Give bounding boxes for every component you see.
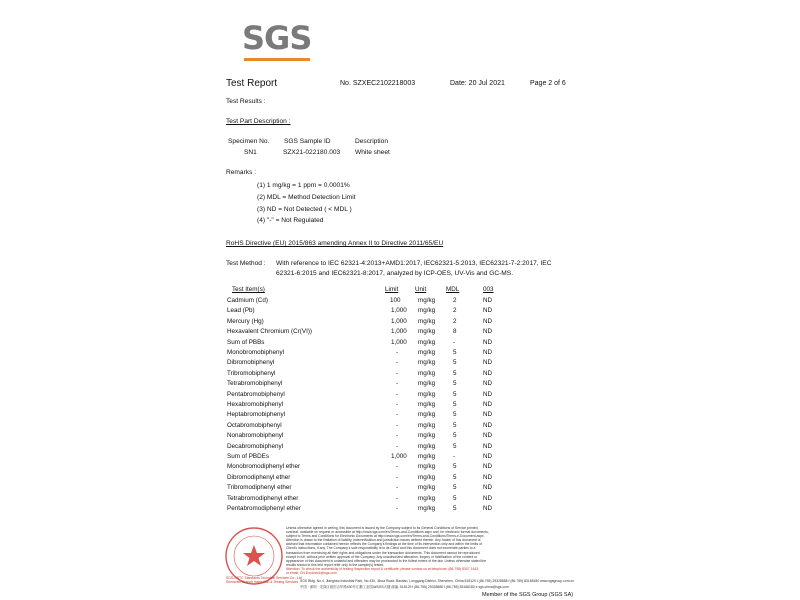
disclaimer-line: overleaf, available on request or accessible at http://www.sgs.com/en/Terms-and-Conditions.aspx and, for electronic format documents, — [286, 530, 489, 535]
cell-mdl: 5 — [453, 421, 457, 429]
header-unit: Unit — [415, 286, 427, 293]
cell-result: ND — [483, 349, 493, 356]
cell-unit: mg/kg — [418, 390, 436, 398]
cell-test-item: Nonabromobiphenyl — [227, 432, 284, 440]
cell-unit: mg/kg — [418, 297, 436, 304]
cell-limit: 100 — [390, 297, 401, 304]
cell-result: ND — [483, 328, 493, 336]
cell-limit: - — [396, 505, 399, 512]
cell-limit: - — [396, 380, 399, 388]
seal-caption-line: SGS-CSTC Standards Technical Services Co., Ltd. — [226, 576, 303, 580]
cell-mdl: 5 — [453, 380, 457, 388]
footer-disclaimer — [286, 526, 489, 575]
remark-item: (1) 1 mg/kg = 1 ppm = 0.0001% — [257, 182, 350, 189]
cell-limit: - — [396, 369, 399, 377]
cell-limit: 1,000 — [391, 307, 407, 315]
cell-unit: mg/kg — [418, 369, 436, 377]
test-results-label: Test Results : — [226, 98, 266, 105]
disclaimer-line: Attention is drawn to the limitation of liability, indemnification and jurisdiction issues defined therein. Any holder of this document is — [286, 538, 481, 543]
cell-limit: - — [396, 349, 399, 356]
cell-result: ND — [483, 297, 493, 304]
cell-unit: mg/kg — [418, 473, 436, 481]
cell-unit: mg/kg — [418, 380, 436, 388]
cell-limit: 1,000 — [391, 317, 407, 325]
cell-unit: mg/kg — [418, 432, 436, 440]
report-title: Test Report — [226, 78, 278, 89]
cell-limit: 1,000 — [391, 453, 407, 460]
cell-result: ND — [483, 317, 493, 325]
cell-test-item: Sum of PBDEs — [227, 453, 269, 460]
cell-result: ND — [483, 369, 493, 377]
cell-mdl: 5 — [453, 359, 457, 367]
cell-limit: - — [396, 401, 399, 408]
table-header-row — [0, 286, 800, 296]
cell-unit: mg/kg — [418, 484, 436, 492]
part-description-label: Test Part Description : — [226, 118, 291, 125]
table-row — [0, 391, 800, 401]
specimen-header-desc: Description — [355, 138, 388, 145]
table-row — [0, 318, 800, 328]
remark-item: (4) "-" = Not Regulated — [257, 217, 324, 224]
cell-limit: - — [396, 432, 399, 440]
cell-test-item: Dibromodiphenyl ether — [227, 473, 291, 481]
cell-unit: mg/kg — [418, 349, 436, 356]
cell-result: ND — [483, 505, 493, 512]
table-row — [0, 359, 800, 369]
test-method-label: Test Method : — [226, 260, 266, 267]
cell-result: ND — [483, 401, 493, 408]
cell-limit: 1,000 — [391, 338, 407, 346]
cell-result: ND — [483, 421, 493, 429]
cell-result: ND — [483, 463, 493, 471]
cell-limit: 1,000 — [391, 328, 407, 336]
cell-limit: - — [396, 442, 399, 450]
results-table — [0, 286, 800, 518]
table-row — [0, 370, 800, 380]
cell-limit: - — [396, 390, 399, 398]
header-limit: Limit — [385, 286, 399, 293]
table-row — [0, 339, 800, 349]
cell-result: ND — [483, 411, 493, 419]
header-sample-003: 003 — [483, 286, 494, 293]
sgs-group-member: Member of the SGS Group (SGS SA) — [482, 592, 574, 598]
disclaimer-line: Unless otherwise agreed in writing, this document is issued by the Company subject to its General Conditions of Service printed — [286, 526, 478, 530]
table-row — [0, 474, 800, 484]
specimen-header-id: SGS Sample ID — [284, 138, 331, 145]
cell-test-item: Tribromobiphenyl — [227, 369, 276, 377]
cell-result: ND — [483, 390, 493, 398]
cell-result: ND — [483, 442, 493, 450]
cell-result: ND — [483, 453, 493, 460]
cell-result: ND — [483, 380, 493, 388]
cell-result: ND — [483, 473, 493, 481]
cell-unit: mg/kg — [418, 421, 436, 429]
page-number: Page 2 of 6 — [530, 80, 566, 87]
table-row — [0, 453, 800, 463]
cell-mdl: 2 — [453, 317, 457, 325]
disclaimer-line: results shown in this test report refer only to the sample(s) tested. — [286, 562, 385, 567]
cell-mdl: 5 — [453, 432, 457, 440]
directive-title: RoHS Directive (EU) 2015/863 amending Annex II to Directive 2011/65/EU — [226, 240, 444, 247]
cell-unit: mg/kg — [418, 328, 436, 336]
cell-test-item: Monobromodiphenyl ether — [227, 463, 301, 471]
sample-id: SZX21-022180.003 — [283, 149, 341, 156]
seal-caption — [226, 576, 303, 584]
cell-test-item: Tetrabromobiphenyl — [227, 380, 283, 388]
remarks-label: Remarks : — [226, 169, 257, 176]
cell-unit: mg/kg — [418, 359, 436, 367]
table-row — [0, 495, 800, 505]
logo-underline — [244, 58, 310, 61]
footer-address-en: SGS Bldg. No.4, Jianghao Industrial Park, No.430, Jihua Road, Bantian, Longgang District, Shenzhen, China 518129 t (86-755) 25328888 f (86-755) 83168180 www.sgsgroup.com.cn — [300, 579, 575, 583]
table-row — [0, 422, 800, 432]
header-mdl: MDL — [446, 286, 460, 293]
report-number: No. SZXEC2102218003 — [340, 80, 416, 87]
cell-mdl: - — [453, 453, 456, 460]
disclaimer-line: subject to Terms and Conditions for Electronic Documents at http://www.sgs.com/en/Terms-and-Conditions/Terms-e-Document.aspx. — [286, 534, 485, 539]
cell-mdl: 5 — [453, 505, 457, 512]
cell-test-item: Lead (Pb) — [227, 307, 255, 315]
cell-mdl: 5 — [453, 473, 457, 481]
cell-limit: - — [396, 494, 399, 502]
cell-result: ND — [483, 494, 493, 502]
disclaimer-line: Client's instructions, if any. The Company's sole responsibility is to its Client and this document does not exonerate parties to a — [286, 546, 476, 551]
cell-mdl: 5 — [453, 411, 457, 419]
cell-result: ND — [483, 338, 493, 346]
footer-address-cn: 中国 · 深圳 · 龙岗区坂田吉华路430号江灏工业园4#SGS大楼 邮编: 518129 t (86-755) 25328888 f (86-755) 83168180 e sgs.china@sgs.com — [300, 585, 509, 589]
cell-test-item: Pentabromobiphenyl — [227, 390, 285, 398]
cell-mdl: - — [453, 338, 456, 346]
cell-test-item: Dibromobiphenyl — [227, 359, 275, 367]
test-method-line2: 62321-6:2015 and IEC62321-8:2017, analyzed by ICP-OES, UV-Vis and GC-MS. — [276, 270, 514, 277]
cell-limit: - — [396, 359, 399, 367]
cell-limit: - — [396, 421, 399, 429]
disclaimer-line: appearance of this document is unlawful and offenders may be prosecuted to the fullest extent of the law. Unless otherwise stated the — [286, 558, 487, 563]
cell-mdl: 5 — [453, 349, 457, 356]
authenticity-notice: Attention: To check the authenticity of testing /inspection report & certificate, please contact us at telephone: (86-755) 8307 1443, — [286, 566, 480, 571]
table-row — [0, 401, 800, 411]
specimen-header-no: Specimen No. — [228, 138, 270, 145]
cell-mdl: 5 — [453, 390, 457, 398]
cell-unit: mg/kg — [418, 463, 436, 471]
disclaimer-line: transaction from exercising all their rights and obligations under the transaction documents. This document cannot be reproduced — [286, 550, 480, 555]
cell-limit: - — [396, 463, 399, 471]
cell-mdl: 5 — [453, 369, 457, 377]
table-row — [0, 380, 800, 390]
cell-unit: mg/kg — [418, 401, 436, 408]
cell-test-item: Monobromobiphenyl — [227, 349, 285, 356]
cell-unit: mg/kg — [418, 453, 436, 460]
cell-mdl: 5 — [453, 494, 457, 502]
cell-unit: mg/kg — [418, 505, 436, 512]
cell-test-item: Hexabromobiphenyl — [227, 401, 284, 408]
cell-test-item: Mercury (Hg) — [227, 317, 264, 325]
cell-mdl: 5 — [453, 484, 457, 492]
cell-unit: mg/kg — [418, 338, 436, 346]
cell-test-item: Pentabromodiphenyl ether — [227, 505, 301, 512]
cell-test-item: Hexavalent Chromium (Cr(VI)) — [227, 328, 313, 336]
disclaimer-line: except in full, without prior written approval of the Company. Any unauthorized alteration, forgery or falsification of the content or — [286, 554, 478, 559]
disclaimer-line: advised that information contained hereon reflects the Company's findings at the time of its intervention only and within the limits of — [286, 542, 482, 547]
table-row — [0, 307, 800, 317]
sgs-logo — [242, 20, 312, 62]
cell-limit: - — [396, 411, 399, 419]
cell-test-item: Cadmium (Cd) — [227, 297, 268, 304]
cell-result: ND — [483, 484, 493, 492]
test-method-line1: With reference to IEC 62321-4:2013+AMD1:2017, IEC62321-5:2013, IEC62321-7-2:2017, IEC — [276, 260, 552, 267]
table-row — [0, 505, 800, 515]
cell-mdl: 5 — [453, 401, 457, 408]
seal-caption-line: Shenzhen Branch Inspection & Testing Services — [226, 580, 299, 585]
table-row — [0, 484, 800, 494]
cell-result: ND — [483, 432, 493, 440]
cell-unit: mg/kg — [418, 494, 436, 502]
header-test-item: Test Item(s) — [232, 286, 265, 293]
report-date: Date: 20 Jul 2021 — [450, 80, 505, 87]
table-row — [0, 443, 800, 453]
cell-unit: mg/kg — [418, 307, 436, 315]
cell-mdl: 5 — [453, 442, 457, 450]
remark-item: (2) MDL = Method Detection Limit — [257, 194, 356, 201]
cell-limit: - — [396, 473, 399, 481]
cell-test-item: Tribromodiphenyl ether — [227, 484, 292, 492]
table-row — [0, 328, 800, 338]
table-row — [0, 463, 800, 473]
logo-text: SGS — [242, 19, 312, 57]
table-row — [0, 432, 800, 442]
cell-mdl: 8 — [453, 328, 457, 336]
table-row — [0, 297, 800, 307]
table-row — [0, 349, 800, 359]
sample-description: White sheet — [355, 149, 390, 156]
cell-result: ND — [483, 307, 493, 315]
cell-result: ND — [483, 359, 493, 367]
cell-test-item: Sum of PBBs — [227, 338, 265, 346]
cell-mdl: 5 — [453, 463, 457, 471]
cell-test-item: Decabromobiphenyl — [227, 442, 284, 450]
cell-mdl: 2 — [453, 307, 457, 315]
cell-unit: mg/kg — [418, 317, 436, 325]
remark-item: (3) ND = Not Detected ( < MDL ) — [257, 206, 352, 213]
table-row — [0, 411, 800, 421]
cell-test-item: Heptabromobiphenyl — [227, 411, 286, 419]
authenticity-email: or email: CN.Doccheck@sgs.com — [286, 571, 337, 576]
cell-mdl: 2 — [453, 297, 457, 304]
cell-test-item: Octabromobiphenyl — [227, 421, 282, 429]
cell-test-item: Tetrabromodiphenyl ether — [227, 494, 299, 502]
cell-unit: mg/kg — [418, 411, 436, 419]
specimen-no: SN1 — [244, 149, 257, 156]
cell-limit: - — [396, 484, 399, 492]
cell-unit: mg/kg — [418, 442, 436, 450]
